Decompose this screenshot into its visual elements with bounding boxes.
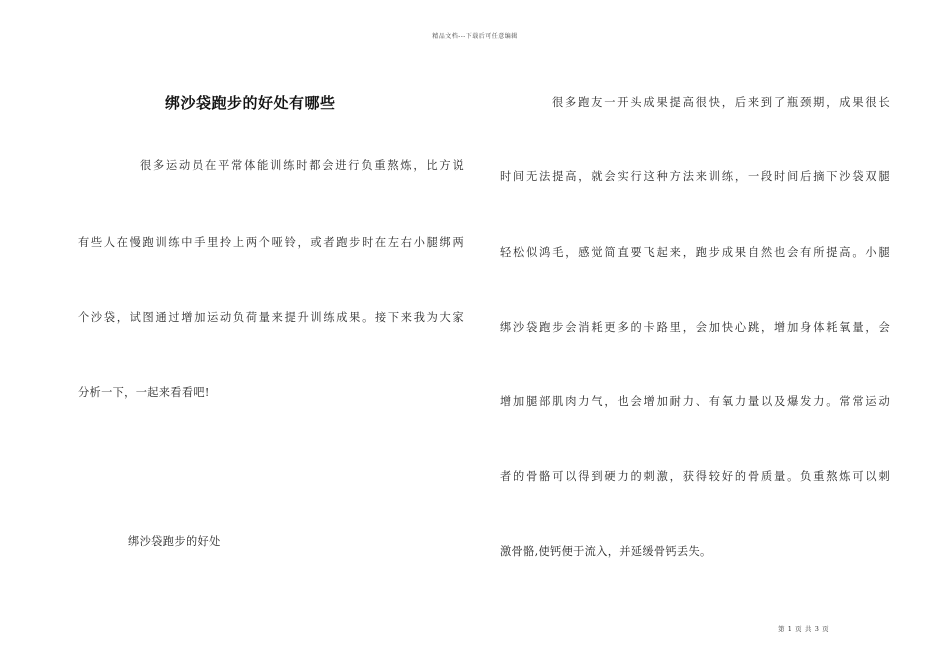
paragraph-line: 个沙袋，试图通过增加运动负荷量来提升训练成果。接下来我为大家 bbox=[78, 311, 464, 324]
paragraph-line: 有些人在慢跑训练中手里拎上两个哑铃，或者跑步时在左右小腿绑两 bbox=[78, 236, 464, 249]
paragraph-line: 增加腿部肌肉力气，也会增加耐力、有氧力量以及爆发力。常常运动 bbox=[500, 395, 890, 408]
paragraph-line: 者的骨骼可以得到硬力的刺激，获得较好的骨质量。负重熬炼可以刺 bbox=[500, 470, 890, 483]
page-number: 第 1 页 共 3 页 bbox=[778, 625, 830, 633]
page-header: 精品文档---下载后可任意编辑 bbox=[432, 33, 518, 40]
paragraph-line: 时间无法提高，就会实行这种方法来训练，一段时间后摘下沙袋双腿 bbox=[500, 170, 890, 183]
paragraph-line: 激骨骼,使钙便于流入，并延缓骨钙丢失。 bbox=[500, 545, 712, 558]
paragraph-line: 轻松似鸿毛，感觉简直要飞起来，跑步成果自然也会有所提高。小腿 bbox=[500, 246, 890, 259]
paragraph-line: 很多跑友一开头成果提高很快，后来到了瓶颈期，成果很长 bbox=[552, 96, 890, 109]
paragraph-line: 绑沙袋跑步会消耗更多的卡路里，会加快心跳，增加身体耗氧量，会 bbox=[500, 321, 890, 334]
section-subheading: 绑沙袋跑步的好处 bbox=[128, 535, 221, 548]
paragraph-line: 很多运动员在平常体能训练时都会进行负重熬炼，比方说 bbox=[140, 159, 464, 172]
paragraph-line: 分析一下，一起来看看吧! bbox=[78, 386, 210, 399]
document-title: 绑沙袋跑步的好处有哪些 bbox=[165, 94, 336, 112]
